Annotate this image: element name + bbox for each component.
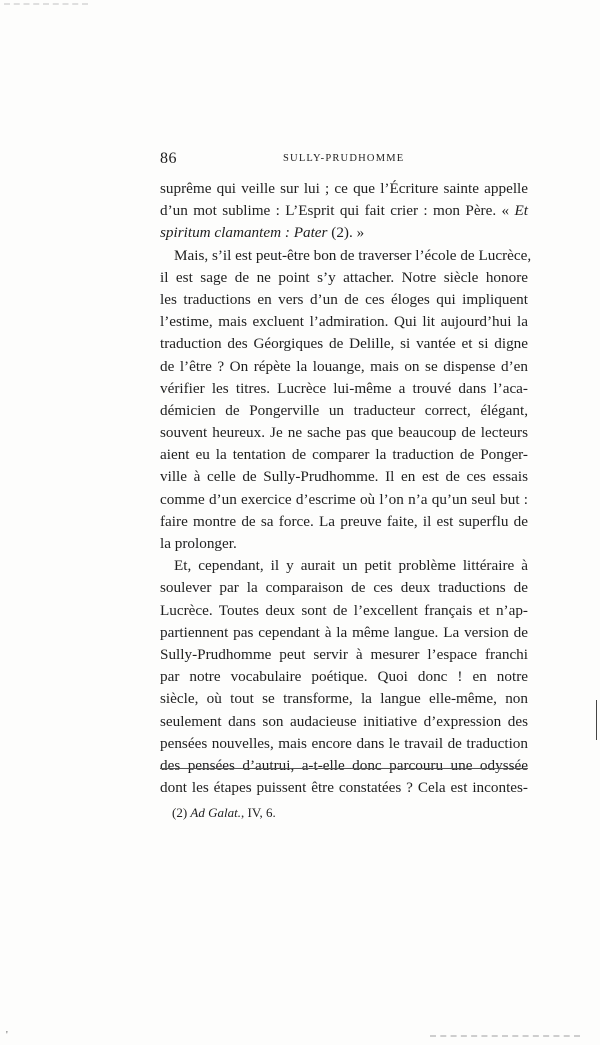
body-text — [160, 178, 532, 799]
footnote-marker: (2) — [172, 805, 188, 820]
scan-artifact-bottom — [430, 1035, 580, 1040]
scan-artifact-top — [4, 3, 88, 8]
text-line: traduction des Géorgiques de Delille, si vantée et si digne — [160, 335, 528, 353]
text-line: les traductions en vers d’un de ces éloges qui impliquent — [160, 290, 528, 308]
text-line: par notre vocabulaire poétique. Quoi donc ! en notre — [160, 668, 528, 686]
text-line: il est sage de ne point s’y attacher. Notre siècle honore — [160, 268, 528, 286]
footnote-rest: , IV, 6. — [240, 805, 276, 820]
text-line: comme d’un exercice d’escrime où l’on n’a qu’un seul but : — [160, 490, 528, 508]
text-line: de l’être ? On répète la louange, mais on se dispense d’en — [160, 357, 528, 375]
stray-mark: ' — [6, 1030, 8, 1041]
text-line: suprême qui veille sur lui ; ce que l’Écriture sainte appelle — [160, 180, 528, 197]
text-line-part: (2). » — [331, 224, 365, 242]
footnote — [172, 804, 276, 822]
text-line — [160, 200, 528, 222]
text-line: dont les étapes puissent être constatées ? Cela est incontes- — [160, 779, 528, 797]
text-line: des pensées d’autrui, a-t-elle donc parcouru une odyssée — [160, 756, 528, 774]
text-line: Sully-Prudhomme peut servir à mesurer l’espace franchi — [160, 645, 528, 663]
text-line: siècle, où tout se transforme, la langue elle-même, non — [160, 690, 528, 708]
text-line: pensées nouvelles, mais encore dans le travail de traduction — [160, 734, 528, 752]
text-line: partiennent pas cependant à la même langue. La version de — [160, 623, 528, 641]
text-line-part: d’un mot sublime : L’Esprit qui fait crier : mon Père. « — [160, 202, 510, 220]
text-line: faire montre de sa force. La preuve faite, il est superflu de — [160, 512, 528, 530]
text-line: souvent heureux. Je ne sache pas que beaucoup de lecteurs — [160, 424, 528, 442]
text-line: Lucrèce. Toutes deux sont de l’excellent français et n’ap- — [160, 601, 528, 619]
text-line: vérifier les titres. Lucrèce lui-même a trouvé dans l’aca- — [160, 379, 528, 397]
running-title: SULLY-PRUDHOMME — [283, 153, 405, 164]
text-line — [160, 222, 528, 244]
italic-text: spiritum clamantem : Pater — [160, 224, 328, 242]
page-header — [160, 150, 528, 172]
italic-text: Et — [514, 202, 528, 220]
page-number: 86 — [160, 150, 177, 167]
text-line: l’estime, mais excluent l’admiration. Qui lit aujourd’hui la — [160, 313, 528, 331]
page-edge-mark — [596, 700, 597, 740]
text-line: aient eu la tentation de comparer la traduction de Ponger- — [160, 446, 528, 464]
text-line: démicien de Pongerville un traducteur correct, élégant, — [160, 401, 528, 419]
text-line: Et, cependant, il y aurait un petit problème littéraire à — [174, 557, 528, 575]
text-line: soulever par la comparaison de ces deux traductions de — [160, 579, 528, 597]
text-line: seulement dans son audacieuse initiative d’expression des — [160, 712, 528, 730]
footnote-rule — [160, 768, 528, 769]
text-line: la prolonger. — [160, 535, 237, 552]
text-line: ville à celle de Sully-Prudhomme. Il en est de ces essais — [160, 468, 528, 486]
text-line: Mais, s’il est peut-être bon de traverser l’école de Lucrèce, — [174, 246, 532, 264]
footnote-italic: Ad Galat. — [190, 805, 241, 820]
